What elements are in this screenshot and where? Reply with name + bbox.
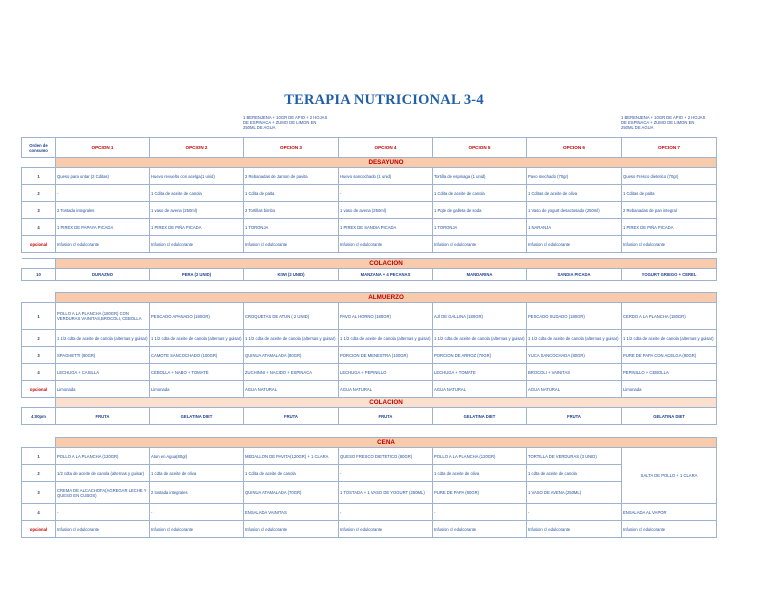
order-cell: 2 bbox=[22, 185, 56, 202]
menu-cell: 2 Rebanadas de Jamon de pavita bbox=[244, 168, 339, 185]
menu-cell: 2 tostada integrales bbox=[150, 482, 244, 504]
note-line: 1 BERENJENA + 10GR DE APIO + 2 HOJAS bbox=[243, 115, 328, 120]
order-cell: 10 bbox=[22, 269, 56, 281]
menu-cell: BROCOLI + VAINITAS bbox=[527, 364, 622, 381]
menu-cell: FRUTA bbox=[244, 408, 339, 425]
menu-cell: PERA (2 UNID) bbox=[150, 269, 244, 281]
menu-cell: GELATINA DIET bbox=[622, 408, 717, 425]
menu-cell: ZUCHINNI + NACIDO + ESPINACA bbox=[244, 364, 339, 381]
header-option: OPCION 2 bbox=[150, 138, 244, 158]
menu-cell: POLLO A LA PLANCHA (120GR) bbox=[433, 448, 527, 465]
menu-cell: PESCADO APANADO (180GR) bbox=[150, 303, 244, 330]
menu-cell: PORCION DE MENESTRA (100GR) bbox=[339, 347, 433, 364]
table-row bbox=[22, 185, 717, 202]
menu-cell: GELATINA DIET bbox=[433, 408, 527, 425]
menu-cell: QUINUA ATAMALADA (80GR) bbox=[244, 347, 339, 364]
table-row bbox=[22, 448, 717, 465]
table-row bbox=[22, 347, 717, 364]
menu-cell: 1 vaso de avena (250ml) bbox=[150, 202, 244, 219]
menu-cell: Tortilla de espinaga (1 unid) bbox=[433, 168, 527, 185]
menu-cell: SPAGHETTI (90GR) bbox=[56, 347, 150, 364]
menu-cell: 2 Rebanadas de pan integral bbox=[622, 202, 717, 219]
order-cell: 4 bbox=[22, 504, 56, 521]
header-orden-line: consumo bbox=[29, 147, 48, 153]
order-cell: opcional bbox=[22, 381, 56, 398]
menu-cell: Infusion c/ edulcorante bbox=[56, 236, 150, 253]
order-cell: 4 bbox=[22, 219, 56, 236]
menu-cell: 1 PIREX DE SANDIA PICADA bbox=[339, 219, 433, 236]
menu-cell: QUINUA ATAMALADA (70GR) bbox=[244, 482, 339, 504]
table-row bbox=[22, 236, 717, 253]
menu-cell: 1 Cditas de palta bbox=[622, 185, 717, 202]
menu-cell: 1 TOSTADA + 1 VASO DE YOGURT (250ML) bbox=[339, 482, 433, 504]
header-option: OPCION 4 bbox=[339, 138, 433, 158]
menu-cell: Infusion c/ edulcorante bbox=[527, 521, 622, 538]
menu-cell: 1 1/2 cdta de aceite de canola (alternas y guisar) bbox=[150, 330, 244, 347]
menu-cell: 1 TORONJA bbox=[433, 219, 527, 236]
menu-cell: 1 1/2 cdta de aceite de canola (alternas y guisar) bbox=[622, 330, 717, 347]
header-orden bbox=[22, 138, 56, 158]
menu-cell: 1 Cdita de aceite de canola bbox=[150, 185, 244, 202]
menu-cell: 2 Tortillas bimbo bbox=[244, 202, 339, 219]
section-colacion-title: COLACION bbox=[56, 259, 717, 269]
menu-cell: Infusion c/ edulcorante bbox=[433, 521, 527, 538]
table-row bbox=[22, 364, 717, 381]
menu-cell: CREMA DE ALCACHOFA(AGREGAR LECHE Y QUESO EN CUBOS) bbox=[56, 482, 150, 504]
menu-cell: PESCADO SUDADO (180GR) bbox=[527, 303, 622, 330]
menu-cell: Infusion c/ edulcorante bbox=[622, 521, 717, 538]
menu-cell: - bbox=[433, 504, 527, 521]
order-cell: 3 bbox=[22, 347, 56, 364]
menu-cell: PAVO AL HORNO (180GR) bbox=[339, 303, 433, 330]
menu-cell: MANDARINA bbox=[433, 269, 527, 281]
menu-cell: AGUA NATURAL bbox=[433, 381, 527, 398]
header-orden-line: Orden de bbox=[29, 142, 48, 148]
menu-cell: Limonada bbox=[622, 381, 717, 398]
menu-cell: - bbox=[56, 185, 150, 202]
menu-cell: PURE DE PAPA CON ACELGA (90GR) bbox=[622, 347, 717, 364]
order-cell: 1 bbox=[22, 303, 56, 330]
table-row bbox=[22, 168, 717, 185]
menu-cell: - bbox=[527, 504, 622, 521]
table-row bbox=[22, 303, 717, 330]
menu-cell: POLLO A LA PLANCHA (120GR) bbox=[56, 448, 150, 465]
order-cell: 4 bbox=[22, 364, 56, 381]
header-row bbox=[22, 138, 717, 158]
spacer-cell bbox=[22, 259, 56, 269]
menu-cell: Infusion c/ edulcorante bbox=[244, 236, 339, 253]
menu-cell: 1 cdta de aceite de oliva bbox=[433, 465, 527, 482]
menu-cell: AJÍ DE GALLINA (180GR) bbox=[433, 303, 527, 330]
menu-cell: Infusion c/ edulcorante bbox=[150, 521, 244, 538]
menu-cell: 1 cdta de aceite de oliva bbox=[150, 465, 244, 482]
section-row bbox=[22, 293, 717, 303]
table-cena bbox=[21, 437, 717, 538]
section-desayuno-title: DESAYUNO bbox=[56, 158, 717, 168]
section-row bbox=[22, 438, 717, 448]
menu-cell: 1 PIREX DE PIÑA PICADA bbox=[150, 219, 244, 236]
section-row bbox=[22, 158, 717, 168]
header-option: OPCION 5 bbox=[433, 138, 527, 158]
menu-cell: 1/2 cdta de aceite de canola (alternas y guisar) bbox=[56, 465, 150, 482]
menu-cell: ENSALADA VAINITAS bbox=[244, 504, 339, 521]
note-line: 250ML DE AGUA bbox=[243, 125, 276, 130]
menu-cell: FRUTA bbox=[339, 408, 433, 425]
menu-cell: Limonada bbox=[150, 381, 244, 398]
order-cell: 1 bbox=[22, 448, 56, 465]
page-title: TERAPIA NUTRICIONAL 3-4 bbox=[284, 92, 484, 108]
menu-cell: CEBOLLA + NABO + TOMATE bbox=[150, 364, 244, 381]
table-almuerzo bbox=[21, 292, 717, 425]
menu-cell: AGUA NATURAL bbox=[339, 381, 433, 398]
menu-cell: 1 Cdita de aceite de canola bbox=[244, 465, 339, 482]
menu-cell: AGUA NATURAL bbox=[527, 381, 622, 398]
menu-cell: CERDO A LA PLANCHA (180GR) bbox=[622, 303, 717, 330]
menu-cell: Infusion c/ edulcorante bbox=[244, 521, 339, 538]
menu-cell: Infusion c/ edulcorante bbox=[56, 521, 150, 538]
menu-cell: FRUTA bbox=[527, 408, 622, 425]
table-row bbox=[22, 381, 717, 398]
menu-cell: 1 PIREX DE PIÑA PICADA bbox=[622, 219, 717, 236]
menu-cell: 1 VASO DE AVENA (250ML) bbox=[527, 482, 622, 504]
menu-cell-merged: SALTA DE POLLO + 1 CLARA bbox=[622, 448, 717, 504]
spacer-cell bbox=[22, 398, 56, 408]
menu-cell: GELATINA DIET bbox=[150, 408, 244, 425]
menu-cell: CROQUETAS DE ATUN ( 2 UNID) bbox=[244, 303, 339, 330]
menu-cell: KIWI (2 UNID) bbox=[244, 269, 339, 281]
menu-cell: PEPINILLO + CEBOLLA bbox=[622, 364, 717, 381]
order-cell: 2 bbox=[22, 465, 56, 482]
header-option: OPCION 3 bbox=[244, 138, 339, 158]
menu-cell: Infusion c/ edulcorante bbox=[339, 521, 433, 538]
menu-cell: 1 1/2 cdta de aceite de canola (alternas y guisar) bbox=[56, 330, 150, 347]
header-option: OPCION 7 bbox=[622, 138, 717, 158]
menu-cell: Limonada bbox=[56, 381, 150, 398]
menu-cell: QUESO FRESCO DIETETICO (80GR) bbox=[339, 448, 433, 465]
table-row bbox=[22, 408, 717, 425]
section-colacion-title: COLACION bbox=[56, 398, 717, 408]
note-right bbox=[621, 115, 716, 130]
table-desayuno bbox=[21, 137, 717, 281]
menu-cell: - bbox=[339, 185, 433, 202]
order-cell: 2 bbox=[22, 330, 56, 347]
menu-cell: POLLO A LA PLANCHA (180GR) CON VERDURAS VAINITAS,BROCOLI, CEBOLLA bbox=[56, 303, 150, 330]
menu-cell: Infusion c/ edulcorante bbox=[150, 236, 244, 253]
menu-cell: - bbox=[56, 504, 150, 521]
menu-cell: AGUA NATURAL bbox=[244, 381, 339, 398]
menu-cell: DURAZNO bbox=[56, 269, 150, 281]
menu-cell: ENSALADA AL VAPOR bbox=[622, 504, 717, 521]
section-cena-title: CENA bbox=[56, 438, 717, 448]
menu-cell: TORTILLA DE VERDURAS (3 UNID) bbox=[527, 448, 622, 465]
menu-cell: 1 PIREX DE PAPAYA PICADA bbox=[56, 219, 150, 236]
table-row bbox=[22, 269, 717, 281]
menu-cell: 1 Pqte de galleta de soda bbox=[433, 202, 527, 219]
menu-cell: 1 1/2 cdta de aceite de canola (alternas y guisar) bbox=[244, 330, 339, 347]
spacer-cell bbox=[22, 293, 56, 303]
note-center bbox=[243, 115, 338, 130]
menu-cell: Infusion c/ edulcorante bbox=[339, 236, 433, 253]
menu-cell: MANZANA + 4 PECANAS bbox=[339, 269, 433, 281]
table-row bbox=[22, 202, 717, 219]
menu-cell: Pavo mechado (70gr) bbox=[527, 168, 622, 185]
table-row bbox=[22, 330, 717, 347]
menu-cell: SANDIA PICADA bbox=[527, 269, 622, 281]
table-row bbox=[22, 465, 717, 482]
menu-cell: LECHUGA + TOMATE bbox=[433, 364, 527, 381]
order-cell: opcional bbox=[22, 236, 56, 253]
menu-cell: 1 vaso de avena (250ml) bbox=[339, 202, 433, 219]
menu-cell: 1 TORONJA bbox=[244, 219, 339, 236]
menu-cell: - bbox=[339, 504, 433, 521]
menu-cell: 1 Cditas de aceite de oliva bbox=[527, 185, 622, 202]
menu-cell: 1 Cdita de aceite de canola bbox=[433, 185, 527, 202]
order-cell: 3 bbox=[22, 202, 56, 219]
menu-cell: PORCION DE ARROZ (70GR) bbox=[433, 347, 527, 364]
menu-cell: - bbox=[339, 465, 433, 482]
menu-cell: LECHUGA + CASILLA bbox=[56, 364, 150, 381]
menu-cell: YOGURT GRIEGO + CEREL bbox=[622, 269, 717, 281]
section-almuerzo-title: ALMUERZO bbox=[56, 293, 717, 303]
table-row bbox=[22, 504, 717, 521]
menu-cell: YUCA SANCOCHADA (80GR) bbox=[527, 347, 622, 364]
menu-cell: LECHUGA + PEPINILLO bbox=[339, 364, 433, 381]
table-row bbox=[22, 482, 717, 504]
menu-cell: CAMOTE SANCOCHADO (100GR) bbox=[150, 347, 244, 364]
spacer-cell bbox=[22, 158, 56, 168]
menu-cell: Atun en Agua(80gr) bbox=[150, 448, 244, 465]
menu-cell: 1 1/2 cdta de aceite de canola (alternas y guisar) bbox=[527, 330, 622, 347]
table-row bbox=[22, 521, 717, 538]
menu-cell: Huevo sancochado (1 unid) bbox=[339, 168, 433, 185]
menu-cell: 1 Vaso de yogurt desactosado (250ml) bbox=[527, 202, 622, 219]
order-cell: 4:00pm bbox=[22, 408, 56, 425]
menu-cell: - bbox=[150, 504, 244, 521]
menu-cell: Queso para untar (2 Cditas) bbox=[56, 168, 150, 185]
order-cell: 3 bbox=[22, 482, 56, 504]
section-row bbox=[22, 259, 717, 269]
menu-cell: Infusion c/ edulcorante bbox=[622, 236, 717, 253]
note-line: DE ESPINACA + ZUMO DE LIMON EN bbox=[621, 120, 695, 125]
menu-cell: 1 1/2 cdta de aceite de canola (alternas y guisar) bbox=[433, 330, 527, 347]
note-line: 1 BERENJENA + 10GR DE APIO + 2 HOJAS bbox=[621, 115, 706, 120]
order-cell: opcional bbox=[22, 521, 56, 538]
menu-cell: Huevo revuelto con acelga(1 unid) bbox=[150, 168, 244, 185]
menu-cell: 2 Tostada integrales bbox=[56, 202, 150, 219]
menu-cell: PURE DE PAPA (80GR) bbox=[433, 482, 527, 504]
menu-cell: Infusion c/ edulcorante bbox=[527, 236, 622, 253]
menu-cell: MEDALLON DE PAVITA(120GR) + 1 CLARA bbox=[244, 448, 339, 465]
section-row bbox=[22, 398, 717, 408]
header-option: OPCION 1 bbox=[56, 138, 150, 158]
header-option: OPCION 6 bbox=[527, 138, 622, 158]
note-line: 250ML DE AGUA bbox=[621, 125, 654, 130]
menu-cell: Infusion c/ edulcorante bbox=[433, 236, 527, 253]
menu-cell: 1 1/2 cdta de aceite de canola (alternas y guisar) bbox=[339, 330, 433, 347]
table-row bbox=[22, 219, 717, 236]
note-line: DE ESPINACA + ZUMO DE LIMON EN bbox=[243, 120, 317, 125]
menu-cell: 1 cdta de aceite de canola bbox=[527, 465, 622, 482]
menu-cell: FRUTA bbox=[56, 408, 150, 425]
menu-cell: 1 NARANJA bbox=[527, 219, 622, 236]
menu-cell: 1 Cdita de palta bbox=[244, 185, 339, 202]
spacer-cell bbox=[22, 438, 56, 448]
menu-cell: Queso Fresco dietetico (70gr) bbox=[622, 168, 717, 185]
order-cell: 1 bbox=[22, 168, 56, 185]
